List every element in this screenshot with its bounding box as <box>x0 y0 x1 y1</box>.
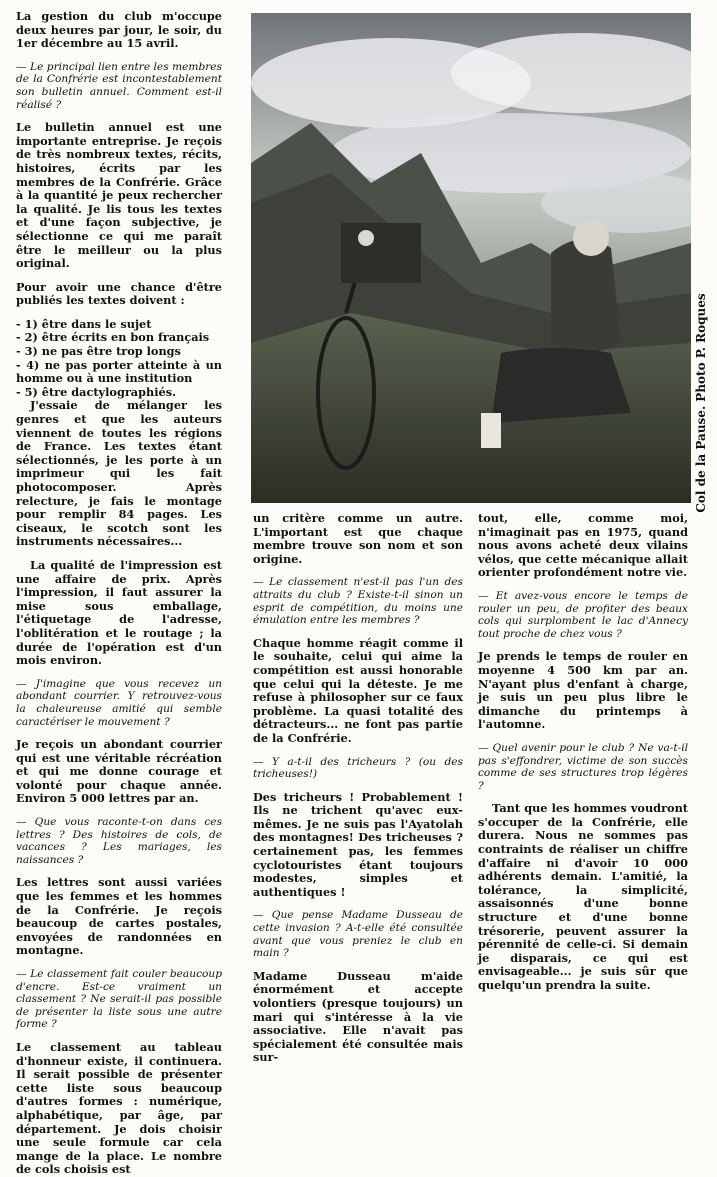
interview-question: — Que vous raconte-t-on dans ces lettres ? Des histoires de cols, de vacances ? Les mariages, les naissances ? <box>16 816 222 866</box>
answer-paragraph: un critère comme un autre. L'important est que chaque membre trouve son nom et son origine. <box>253 511 463 566</box>
cyclist-photo <box>251 13 691 503</box>
text-column-3 <box>478 512 688 993</box>
answer-paragraph: Je prends le temps de rouler en moyenne 4 500 km par an. N'ayant plus d'enfant à charge, je suis un peu plus libre le dimanche du printemps à l'automne. <box>478 649 688 732</box>
list-item: - 2) être écrits en bon français <box>16 330 210 345</box>
photo-credit-text: Col de la Pause. Photo P. Roques <box>694 292 708 513</box>
interview-question: — J'imagine que vous recevez un abondant courrier. Y retrouvez-vous la chaleureuse amitié qui semble caractériser le mouvement ? <box>16 677 222 728</box>
answer-paragraph: Madame Dusseau m'aide énormément et accepte volontiers (presque toujours) un mari qui s'intéresse à la vie associative. Elle n'avait pas spécialement été consultée mais sur- <box>253 968 463 1065</box>
answer-paragraph: tout, elle, comme moi, n'imaginait pas en 1975, quand nous avons acheté deux vilains vélos, que cette mécanique allait orienter profondément notre vie. <box>478 511 688 580</box>
interview-question: — Le classement fait couler beaucoup d'encre. Est-ce vraiment un classement ? Ne serait-il pas possible de présenter la liste sous une autre forme ? <box>16 968 222 1031</box>
answer-paragraph: Des tricheurs ! Probablement ! Ils ne trichent qu'avec eux-mêmes. Je ne suis pas l'Ayatolah des montagnes! Des tricheuses ? certainement pas, les femmes cyclotouristes étant toujours modestes, simples et authentiques ! <box>253 789 463 899</box>
list-item: - 5) être dactylographiés. <box>16 384 176 399</box>
interview-question: — Le principal lien entre les membres de la Confrérie est incontestablement son bulletin annuel. Comment est-il réalisé ? <box>16 60 222 111</box>
answer-paragraph: Chaque homme réagit comme il le souhaite, celui qui aime la compétition est aussi honorable que celui qui la déteste. Je me refuse à philosopher sur ce faux problème. La quasi totalité des détracteurs... ne font pas partie de la Confrérie. <box>253 635 463 745</box>
list-item: - 3) ne pas être trop longs <box>16 344 181 359</box>
answer-paragraph: La gestion du club m'occupe deux heures par jour, le soir, du 1er décembre au 15 avril. <box>16 9 222 51</box>
answer-paragraph: Pour avoir une chance d'être publiés les textes doivent : <box>16 279 222 308</box>
answer-paragraph: La qualité de l'impression est une affaire de prix. Après l'impression, il faut assurer la mise sous emballage, l'étiquetage de l'adresse, l'oblitération et le routage ; la durée de l'opération est d'un mois environ. <box>16 557 222 668</box>
answer-paragraph: Le classement au tableau d'honneur existe, il continuera. Il serait possible de présenter cette liste sous beaucoup d'autres formes : numérique, alphabétique, par âge, par département. Je dois choisir une seule formule car cela mange de la place. Le nombre de cols choisis est <box>16 1039 222 1177</box>
text-column-2 <box>253 512 463 1065</box>
interview-question: — Que pense Madame Dusseau de cette invasion ? A-t-elle été consultée avant que vous preniez le club en main ? <box>253 909 463 960</box>
answer-paragraph: Tant que les hommes voudront s'occuper de la Confrérie, elle durera. Nous ne sommes pas contraints de réaliser un chiffre d'affaire ni d'avoir 10 000 adhérents demain. L'amitié, la tolérance, la simplicité, assaisonnés d'une bonne structure et d'une bonne trésorerie, peuvent assurer la pérennité de celle-ci. Si demain je disparais, ce qui est envisageable... je suis sûr que quelqu'un prendra la suite. <box>478 801 688 992</box>
answer-paragraph: Le bulletin annuel est une importante entreprise. Je reçois de très nombreux textes, récits, histoires, écrits par les membres de la Confrérie. Grâce à la quantité je peux rechercher la qualité. Je lis tous les textes et d'une façon subjective, je sélectionne ce qui me paraît être le meilleur ou la plus original. <box>16 120 222 271</box>
interview-question: — Y a-t-il des tricheurs ? (ou des tricheuses!) <box>253 755 463 781</box>
text-column-1 <box>16 10 222 1177</box>
list-item: - 1) être dans le sujet <box>16 316 152 331</box>
interview-question: — Quel avenir pour le club ? Ne va-t-il pas s'effondrer, victime de son succès comme de ses structures trop légères ? <box>478 741 688 792</box>
list-item: - 4) ne pas porter atteinte à un homme ou à une institution <box>16 357 222 386</box>
interview-question: — Et avez-vous encore le temps de rouler un peu, de profiter des beaux cols qui surplombent le lac d'Annecy tout proche de chez vous ? <box>478 589 688 640</box>
answer-paragraph: Les lettres sont aussi variées que les femmes et les hommes de la Confrérie. Je reçois beaucoup de cartes postales, envoyées de randonnées en montagne. <box>16 875 222 958</box>
answer-paragraph: Je reçois un abondant courrier qui est une véritable récréation et qui me donne courage et volonté pour chaque année. Environ 5 000 lettres par an. <box>16 737 222 806</box>
interview-question: — Le classement n'est-il pas l'un des attraits du club ? Existe-t-il sinon un esprit de compétition, du moins une émulation entre les membres ? <box>253 576 463 627</box>
answer-paragraph: J'essaie de mélanger les genres et que les auteurs viennent de toutes les régions de France. Les textes étant sélectionnés, je les porte à un imprimeur qui les fait photocomposer. Après relecture, je fais le montage pour remplir 84 pages. Les ciseaux, le scotch sont les instruments nécessaires... <box>16 398 222 549</box>
photo-caption <box>690 292 712 513</box>
